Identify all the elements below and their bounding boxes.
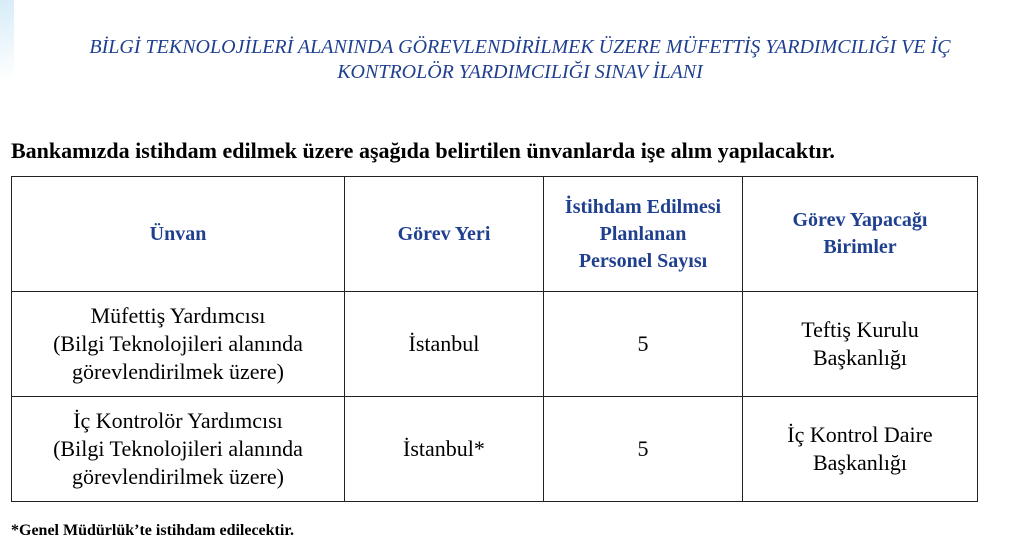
header-count: İstihdam Edilmesi Planlanan Personel Sayısı <box>544 177 743 292</box>
intro-text: Bankamızda istihdam edilmek üzere aşağıda belirtilen ünvanlarda işe alım yapılacaktır. <box>11 138 835 163</box>
table-row <box>12 292 978 397</box>
page-title <box>0 35 1024 85</box>
cell-unit: Teftiş Kurulu Başkanlığı <box>743 292 978 397</box>
header-title: Ünvan <box>12 177 345 292</box>
footnote: *Genel Müdürlük’te istihdam edilecektir. <box>11 522 294 539</box>
header-unit: Görev Yapacağı Birimler <box>743 177 978 292</box>
header-location: Görev Yeri <box>345 177 544 292</box>
table-row <box>12 397 978 502</box>
cell-location: İstanbul* <box>345 397 544 502</box>
cell-count: 5 <box>544 292 743 397</box>
cell-title: Müfettiş Yardımcısı (Bilgi Teknolojileri alanında görevlendirilmek üzere) <box>12 292 345 397</box>
cell-unit: İç Kontrol Daire Başkanlığı <box>743 397 978 502</box>
cell-title: İç Kontrolör Yardımcısı (Bilgi Teknolojileri alanında görevlendirilmek üzere) <box>12 397 345 502</box>
table-header-row <box>12 177 978 292</box>
cell-location: İstanbul <box>345 292 544 397</box>
positions-table <box>11 176 978 502</box>
cell-count: 5 <box>544 397 743 502</box>
title-line: BİLGİ TEKNOLOJİLERİ ALANINDA GÖREVLENDİRİLMEK ÜZERE MÜFETTİŞ YARDIMCILIĞI VE İÇ <box>89 36 951 58</box>
title-line: KONTROLÖR YARDIMCILIĞI SINAV İLANI <box>337 61 703 83</box>
